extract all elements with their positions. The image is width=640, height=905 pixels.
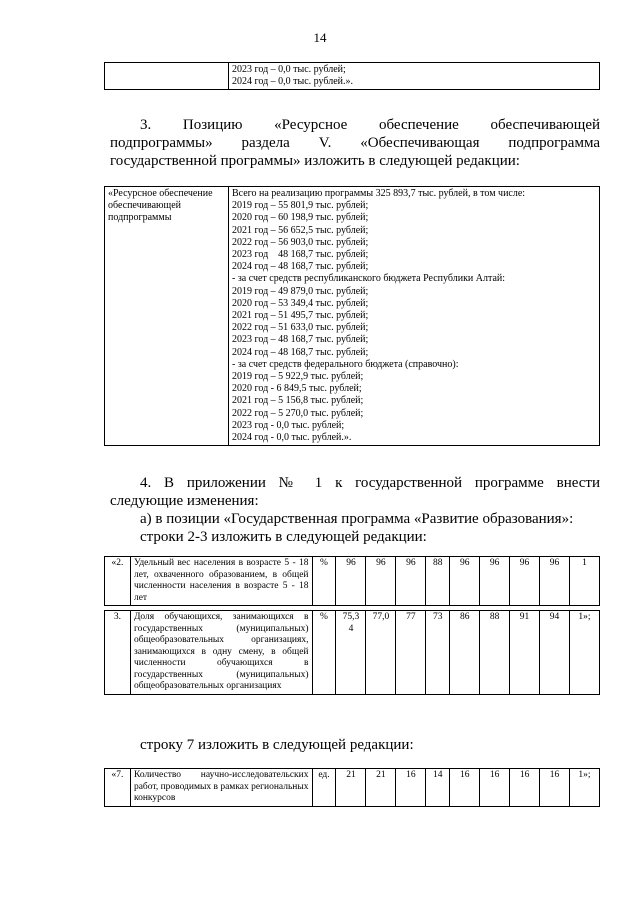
resource-line: 2024 год – 48 168,7 тыс. рублей; xyxy=(232,261,369,273)
resource-line: 2019 год – 49 879,0 тыс. рублей; xyxy=(232,285,369,297)
resource-line: 2020 год – 53 349,4 тыс. рублей; xyxy=(232,297,369,309)
indicator-value: 16 xyxy=(510,769,540,807)
resource-line: 2023 год – 48 168,7 тыс. рублей; xyxy=(232,334,369,346)
indicator-value: 1»; xyxy=(569,769,599,807)
resource-line: - за счет средств республиканского бюджета Республики Алтай: xyxy=(232,273,506,285)
indicator-value: 77 xyxy=(396,611,426,695)
indicator-name: Удельный вес населения в возрасте 5 - 18 лет, охваченного образованием, в общей численности населения в возрасте 5 - 18 лет xyxy=(130,557,312,606)
indicator-name: Количество научно-исследовательских работ, проводимых в рамках региональных конкурсов xyxy=(130,769,312,807)
para3-line3: государственной программы» изложить в следующей редакции: xyxy=(110,153,520,169)
indicator-value: 73 xyxy=(426,611,450,695)
resource-line: Всего на реализацию программы 325 893,7 тыс. рублей, в том числе: xyxy=(232,188,526,199)
continuation-table xyxy=(104,62,600,90)
indicator-value: 1 xyxy=(569,557,599,606)
indicator-value: 16 xyxy=(540,769,570,807)
indicator-unit: % xyxy=(312,611,336,695)
indicator-value: 96 xyxy=(336,557,366,606)
indicator-value: 75,3 4 xyxy=(336,611,366,695)
table-row xyxy=(105,557,600,606)
indicator-value: 96 xyxy=(480,557,510,606)
para4-line4: строки 2-3 изложить в следующей редакции: xyxy=(140,529,427,545)
indicator-value: 88 xyxy=(480,611,510,695)
resource-label-cell: «Ресурсное обеспечение обеспечивающей подпрограммы xyxy=(105,187,229,446)
indicator-value: 96 xyxy=(540,557,570,606)
resource-line: - за счет средств федерального бюджета (справочно): xyxy=(232,358,459,370)
indicator-value: 77,0 xyxy=(366,611,396,695)
continuation-values-cell xyxy=(229,63,600,90)
resource-line: 2024 год – 48 168,7 тыс. рублей; xyxy=(232,346,369,358)
indicator-value: 16 xyxy=(396,769,426,807)
indicator-value: 96 xyxy=(396,557,426,606)
indicator-value: 96 xyxy=(366,557,396,606)
indicator-value: 91 xyxy=(510,611,540,695)
resource-line: 2022 год – 51 633,0 тыс. рублей; xyxy=(232,322,369,334)
table-row xyxy=(105,769,600,807)
indicator-name: Доля обучающихся, занимающихся в государственных (муниципальных) общеобразовательных организациях, занимающихся в одну смену, в общей численности обучающихся в государственных (муниципальных) общеобразовательных организациях xyxy=(130,611,312,695)
indicator-value: 88 xyxy=(426,557,450,606)
indicator-value: 16 xyxy=(480,769,510,807)
para3-line2: подпрограммы» раздела V. «Обеспечивающая подпрограмма xyxy=(110,135,600,151)
indicator-value: 14 xyxy=(426,769,450,807)
indicator-value: 96 xyxy=(450,557,480,606)
resource-line: 2024 год - 0,0 тыс. рублей.». xyxy=(232,432,352,444)
resource-line: 2022 год – 5 270,0 тыс. рублей; xyxy=(232,407,364,419)
indicators-table-row-7 xyxy=(104,768,600,807)
indicator-unit: % xyxy=(312,557,336,606)
resource-line: 2021 год – 56 652,5 тыс. рублей; xyxy=(232,224,369,236)
continuation-line: 2023 год – 0,0 тыс. рублей; xyxy=(232,64,346,75)
resource-line: 2019 год – 55 801,9 тыс. рублей; xyxy=(232,200,369,212)
indicator-value: 21 xyxy=(336,769,366,807)
indicators-table-rows-2-3 xyxy=(104,556,600,695)
indicator-value: 16 xyxy=(450,769,480,807)
resource-line: 2023 год - 0,0 тыс. рублей; xyxy=(232,419,345,431)
resource-line: 2020 год - 6 849,5 тыс. рублей; xyxy=(232,383,362,395)
para3-line1: 3. Позицию «Ресурсное обеспечение обеспечивающей xyxy=(140,117,600,133)
continuation-label-cell xyxy=(105,63,229,90)
row-number: «2. xyxy=(105,557,131,606)
para5-line1: строку 7 изложить в следующей редакции: xyxy=(140,737,414,753)
indicator-value: 94 xyxy=(540,611,570,695)
row-number: 3. xyxy=(105,611,131,695)
indicator-value: 1»; xyxy=(569,611,599,695)
continuation-line: 2024 год – 0,0 тыс. рублей.». xyxy=(232,76,354,88)
resource-line: 2021 год – 5 156,8 тыс. рублей; xyxy=(232,395,364,407)
indicator-value: 86 xyxy=(450,611,480,695)
resource-line: 2020 год – 60 198,9 тыс. рублей; xyxy=(232,212,369,224)
row-number: «7. xyxy=(105,769,131,807)
resource-line: 2023 год 48 168,7 тыс. рублей; xyxy=(232,249,369,261)
resource-line: 2019 год – 5 922,9 тыс. рублей; xyxy=(232,371,364,383)
para4-line2: следующие изменения: xyxy=(110,493,259,509)
indicator-value: 96 xyxy=(510,557,540,606)
para4-line3: а) в позиции «Государственная программа «Развитие образования»: xyxy=(140,511,574,527)
indicator-unit: ед. xyxy=(312,769,336,807)
table-row xyxy=(105,611,600,695)
page-number: 14 xyxy=(313,30,327,45)
resource-line: 2021 год – 51 495,7 тыс. рублей; xyxy=(232,310,369,322)
indicator-value: 21 xyxy=(366,769,396,807)
resource-values-cell xyxy=(229,187,600,446)
resource-table xyxy=(104,186,600,446)
resource-line: 2022 год – 56 903,0 тыс. рублей; xyxy=(232,236,369,248)
para4-line1: 4. В приложении № 1 к государственной программе внести xyxy=(140,475,600,491)
